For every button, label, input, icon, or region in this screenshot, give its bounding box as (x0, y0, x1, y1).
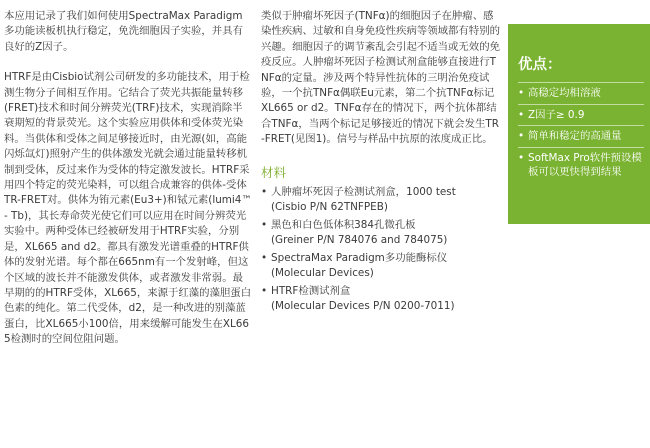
tnf-description-paragraph: 类似于肿瘤坏死因子(TNFα)的细胞因子在肿瘤、感染性疾病、过敏和自身免疫性疾病等领域都有特别的兴趣。细胞因子的调节紊乱会引起不适当或无效的免疫反应。人肿瘤坏死因子检测试剂盒能够直接进行TNFα的定量。涉及两个特异性抗体的三明治免疫试验，一个抗TNFα偶联Eu元素，第二个抗TNFα标记XL665 or d2。TNFα存在的情况下，两个抗体都结合TNFα，当两个标记足够接近的情况下就会发生TR-FRET(见图1)。信号与样品中抗原的浓度成正比。 (261, 10, 500, 146)
advantage-item (518, 125, 644, 147)
advantage-text: Z因子≥ 0.9 (528, 108, 585, 121)
advantage-item (518, 147, 644, 183)
materials-heading: 材料 (261, 164, 287, 180)
advantages-title: 优点： (518, 57, 562, 73)
materials-list-item (261, 251, 501, 281)
bullet-icon: • (261, 251, 268, 264)
material-part-number: (Cisbio P/N 62TNFPEB) (271, 200, 388, 213)
materials-list-item (261, 284, 501, 314)
intro-paragraph: 本应用记录了我们如何使用SpectraMax Paradigm多功能读板机执行稳定，免洗细胞因子实验，并具有良好的Z因子。 (4, 10, 243, 53)
advantages-list (518, 82, 644, 183)
bullet-icon: • (518, 108, 525, 121)
material-part-number: (Greiner P/N 784076 and 784075) (271, 233, 448, 246)
htrf-description-paragraph: HTRF是由Cisbio试剂公司研发的多功能技术，用于检测生物分子间相互作用。它结合了荧光共振能量转移(FRET)技术和时间分辨荧光(TRF)技术，实现消除半衰期短的背景荧光。这个实验应用供体和受体荧光染料。当供体和受体之间足够接近时，由光源(如，高能闪烁氙灯)照射产生的供体激发光就会通过能量转移机制到受体，反过来作为受体的特定激发波长。HTRF采用四个特定的荧光染料，可以组合成兼容的供体-受体TR-FRET对。供体为铕元素(Eu3+)和铽元素(lumi4™- Tb)，其长寿命荧光使它们可以应用在时间分辨荧光实验中。两种受体已经被研发用于HTRF实验，分别是，XL665 and d2。都具有激发光谱重叠的HTRF供体的发射光谱。每个都在665nm有一个发射峰，但这个区域的波长并不能激发供体，或者激发非常弱。最早期的的HTRF受体，XL665，来源于红藻的藻胆蛋白色素的纯化。第二代受体，d2，是一种改进的别藻蓝蛋白，比XL665小100倍，用来缓解可能发生在XL665检测时的空间位阻问题。 (4, 71, 252, 346)
materials-list (261, 185, 501, 314)
bullet-icon: • (261, 185, 268, 198)
advantage-text: SoftMax Pro软件预设模板可以更快得到结果 (528, 151, 642, 178)
left-column (4, 9, 252, 348)
advantage-text: 高稳定均相溶液 (528, 87, 601, 99)
bullet-icon: • (518, 130, 525, 142)
advantage-text: 简单和稳定的高通量 (528, 130, 622, 142)
material-part-number: (Molecular Devices P/N 0200-7011) (271, 299, 455, 312)
materials-list-item (261, 218, 501, 248)
materials-list-item (261, 185, 501, 215)
material-name: HTRF检测试剂盒 (271, 284, 351, 297)
material-name: SpectraMax Paradigm多功能酶标仪 (271, 251, 448, 264)
advantage-item (518, 82, 644, 104)
bullet-icon: • (518, 87, 525, 99)
material-name: 黑色和白色低体积384孔微孔板 (271, 218, 416, 231)
bullet-icon: • (261, 218, 268, 231)
middle-column (261, 9, 501, 317)
advantage-item (518, 104, 644, 126)
material-part-number: (Molecular Devices) (271, 266, 374, 279)
bullet-icon: • (261, 284, 268, 297)
material-name: 人肿瘤坏死因子检测试剂盒，1000 test (271, 185, 456, 198)
advantages-sidebar (508, 24, 650, 224)
bullet-icon: • (518, 151, 525, 164)
